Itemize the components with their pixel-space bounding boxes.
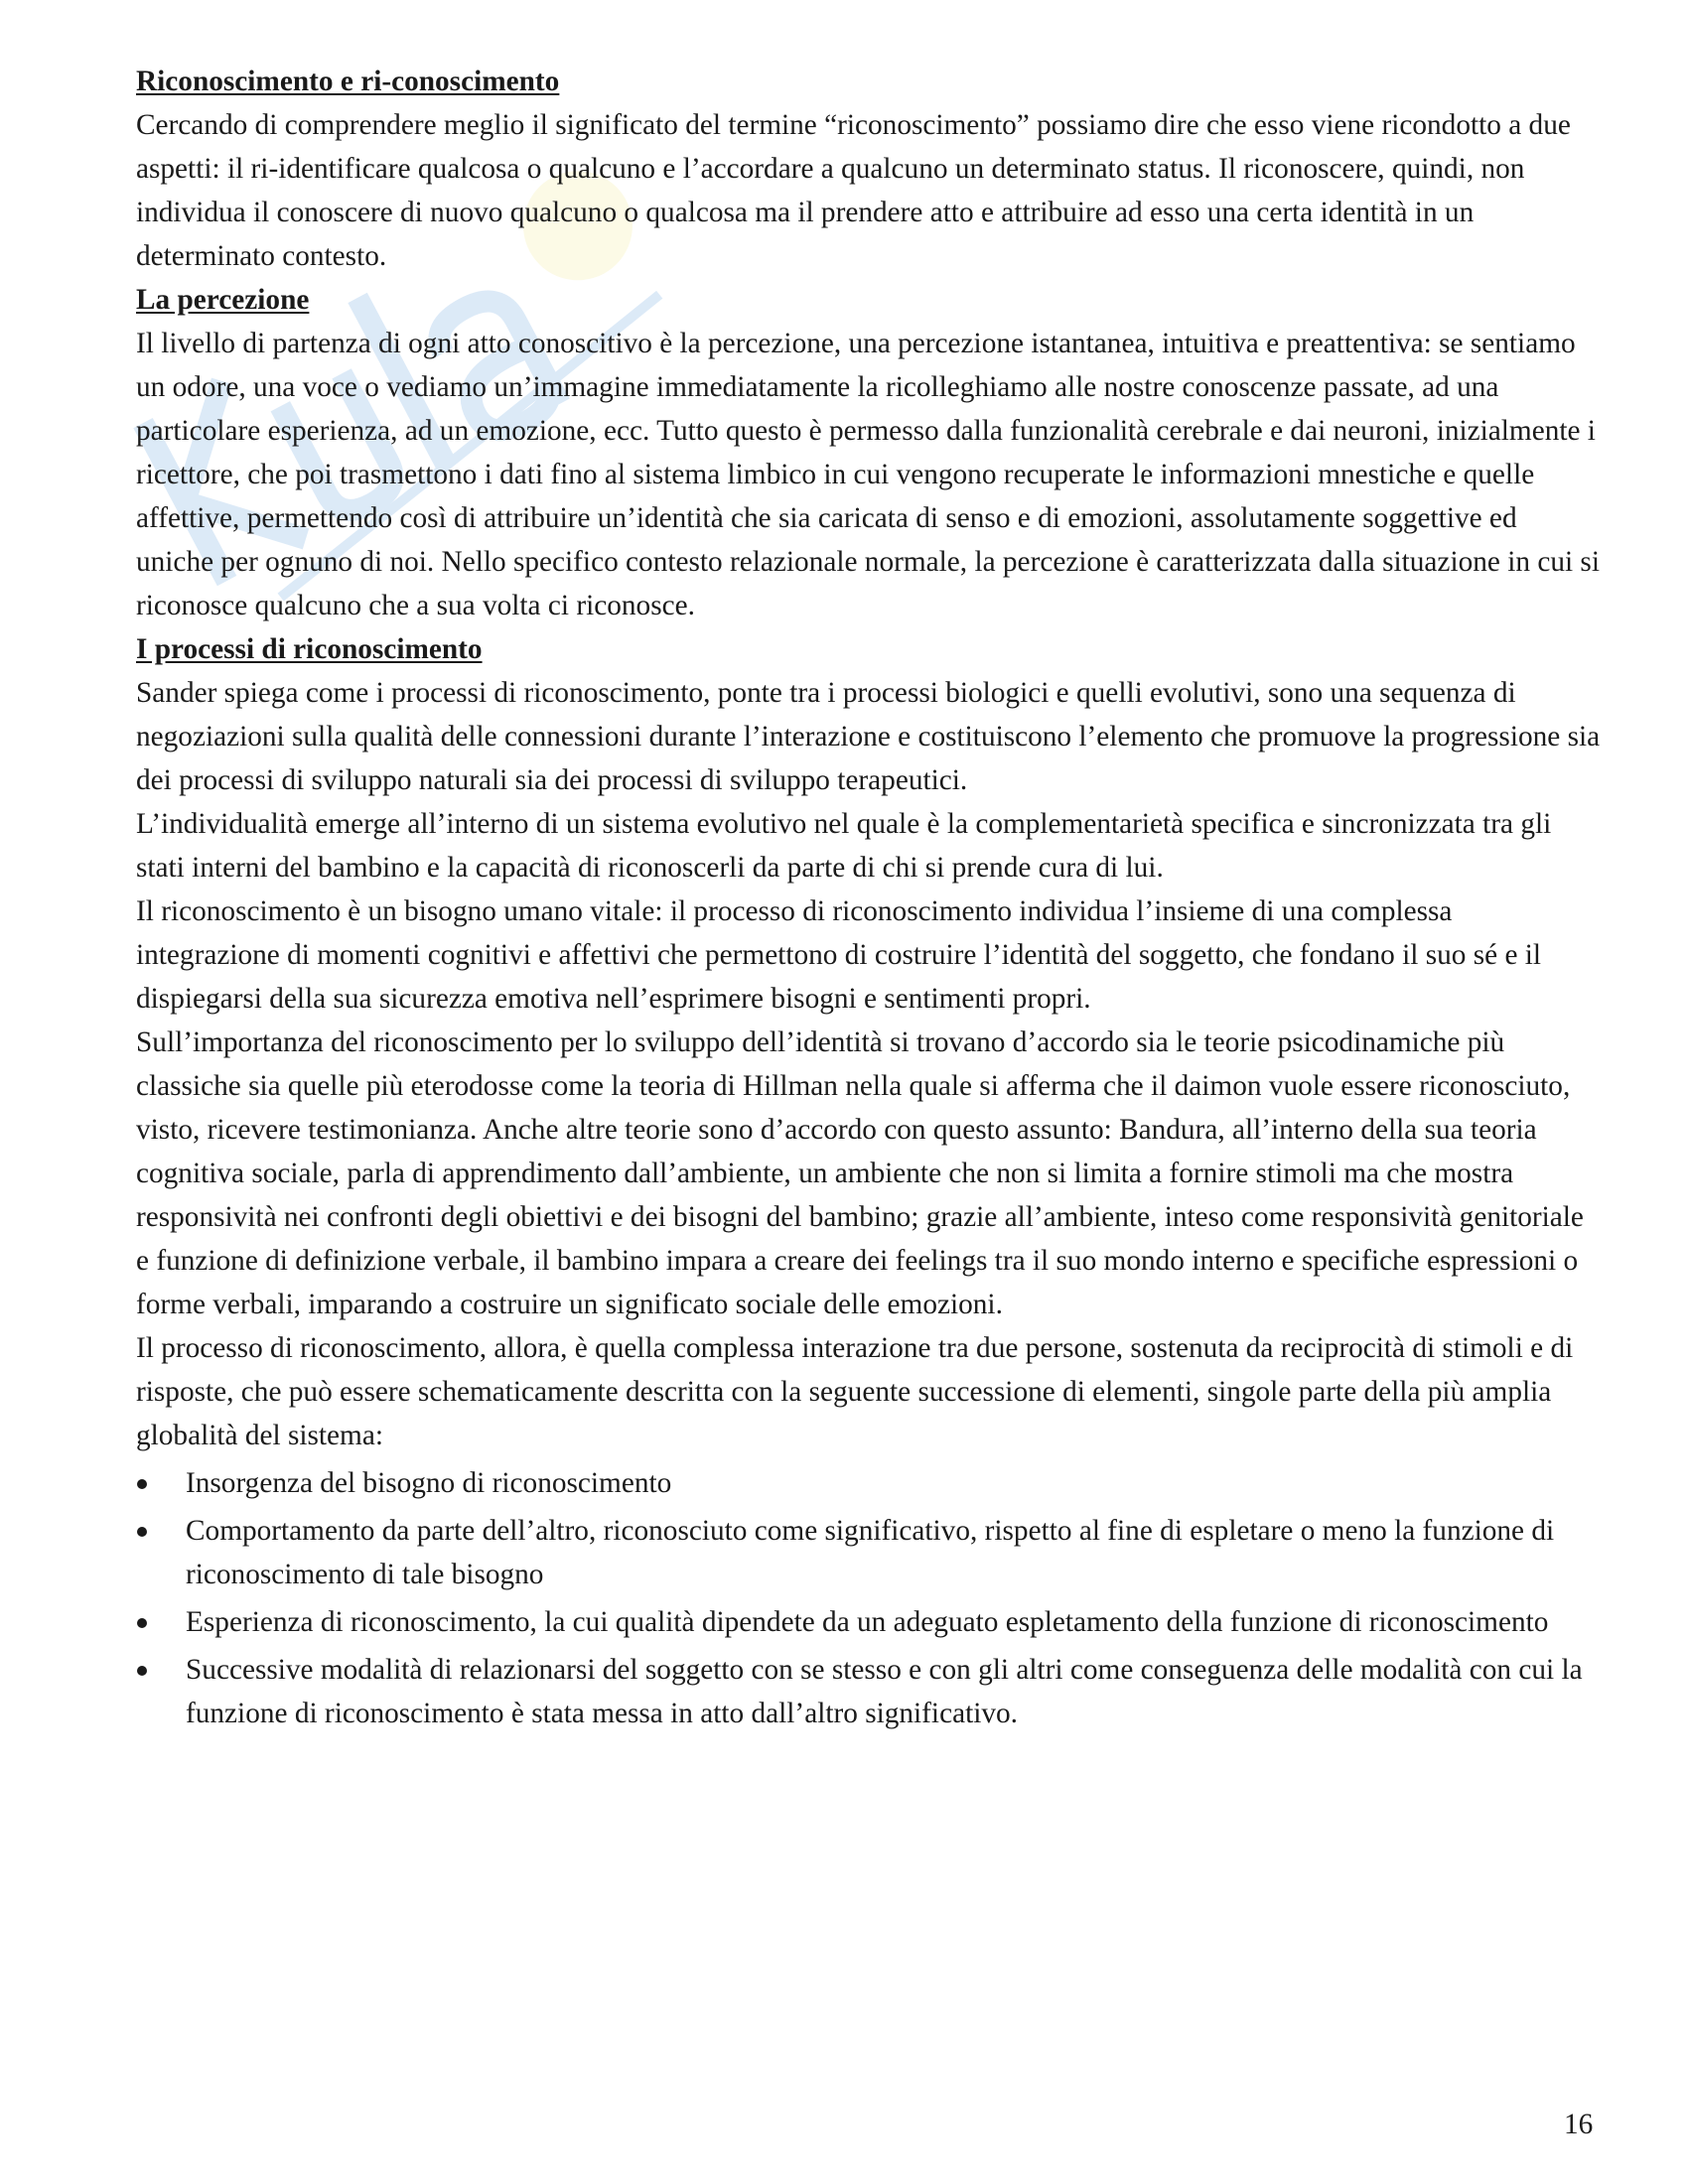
paragraph: L’individualità emerge all’interno di un sistema evolutivo nel quale è la complementarietà specifica e sincronizzata tra gli stati interni del bambino e la capacità di riconoscerli da parte di chi si prende cura di lui. <box>136 808 1552 884</box>
bullet-dot-icon <box>137 1527 147 1537</box>
list-item <box>136 1509 1601 1596</box>
list-item <box>136 1461 1601 1505</box>
paragraph: Sull’importanza del riconoscimento per lo sviluppo dell’identità si trovano d’accordo sia le teorie psicodinamiche più classiche sia quelle più eterodosse come la teoria di Hillman nella quale si afferma che il daimon vuole essere riconosciuto, visto, ricevere testimonianza. Anche altre teorie sono d’accordo con questo assunto: Bandura, all’interno della sua teoria cognitiva sociale, parla di apprendimento dall’ambiente, un ambiente che non si limita a fornire stimoli ma che mostra responsività nei confronti degli obiettivi e dei bisogni del bambino; grazie all’ambiente, inteso come responsività genitoriale e funzione di definizione verbale, il bambino impara a creare dei feelings tra il suo mondo interno e specifiche espressioni o forme verbali, imparando a costruire un significato sociale delle emozioni. <box>136 1026 1584 1320</box>
section-heading-percezione: La percezione <box>136 284 310 316</box>
list-item-text: Successive modalità di relazionarsi del soggetto con se stesso e con gli altri come conseguenza delle modalità con cui la funzione di riconoscimento è stata messa in atto dall’altro significativo. <box>186 1654 1583 1729</box>
paragraph: Il riconoscimento è un bisogno umano vitale: il processo di riconoscimento individua l’insieme di una complessa integrazione di momenti cognitivi e affettivi che permettono di costruire l’identità del soggetto, che fondano il suo sé e il dispiegarsi della sua sicurezza emotiva nell’esprimere bisogni e sentimenti propri. <box>136 895 1542 1015</box>
bullet-dot-icon <box>137 1666 147 1676</box>
bullet-dot-icon <box>137 1618 147 1628</box>
document-body <box>136 60 1601 1739</box>
page-number: 16 <box>1564 2109 1594 2140</box>
paragraph: Sander spiega come i processi di riconoscimento, ponte tra i processi biologici e quelli evolutivi, sono una sequenza di negoziazioni sulla qualità delle connessioni durante l’interazione e costituiscono l’elemento che promuove la progressione sia dei processi di sviluppo naturali sia dei processi di sviluppo terapeutici. <box>136 677 1601 796</box>
list-item <box>136 1600 1601 1644</box>
paragraph: Cercando di comprendere meglio il significato del termine “riconoscimento” possiamo dire che esso viene ricondotto a due aspetti: il ri-identificare qualcosa o qualcuno e l’accordare a qualcuno un determinato status. Il riconoscere, quindi, non individua il conoscere di nuovo qualcuno o qualcosa ma il prendere atto e attribuire ad esso una certa identità in un determinato contesto. <box>136 109 1571 272</box>
list-item-text: Comportamento da parte dell’altro, riconosciuto come significativo, rispetto al fine di espletare o meno la funzione di riconoscimento di tale bisogno <box>186 1515 1555 1590</box>
list-item-text: Insorgenza del bisogno di riconoscimento <box>186 1467 672 1499</box>
paragraph: Il processo di riconoscimento, allora, è quella complessa interazione tra due persone, sostenuta da reciprocità di stimoli e di risposte, che può essere schematicamente descritta con la seguente successione di elementi, singole parte della più amplia globalità del sistema: <box>136 1332 1574 1451</box>
section-heading-riconoscimento: Riconoscimento e ri-conoscimento <box>136 66 560 97</box>
bullet-list <box>136 1461 1601 1735</box>
list-item-text: Esperienza di riconoscimento, la cui qualità dipendete da un adeguato espletamento della funzione di riconoscimento <box>186 1606 1549 1638</box>
section-heading-processi: I processi di riconoscimento <box>136 633 483 665</box>
list-item <box>136 1648 1601 1735</box>
paragraph: Il livello di partenza di ogni atto conoscitivo è la percezione, una percezione istantanea, intuitiva e preattentiva: se sentiamo un odore, una voce o vediamo un’immagine immediatamente la ricolleghiamo alle nostre conoscenze passate, ad una particolare esperienza, ad un emozione, ecc. Tutto questo è permesso dalla funzionalità cerebrale e dai neuroni, inizialmente i ricettore, che poi trasmettono i dati fino al sistema limbico in cui vengono recuperate le informazioni mnestiche e quelle affettive, permettendo così di attribuire un’identità che sia caricata di senso e di emozioni, assolutamente soggettive ed uniche per ognuno di noi. Nello specifico contesto relazionale normale, la percezione è caratterizzata dalla situazione in cui si riconosce qualcuno che a sua volta ci riconosce. <box>136 328 1600 621</box>
bullet-dot-icon <box>137 1479 147 1489</box>
